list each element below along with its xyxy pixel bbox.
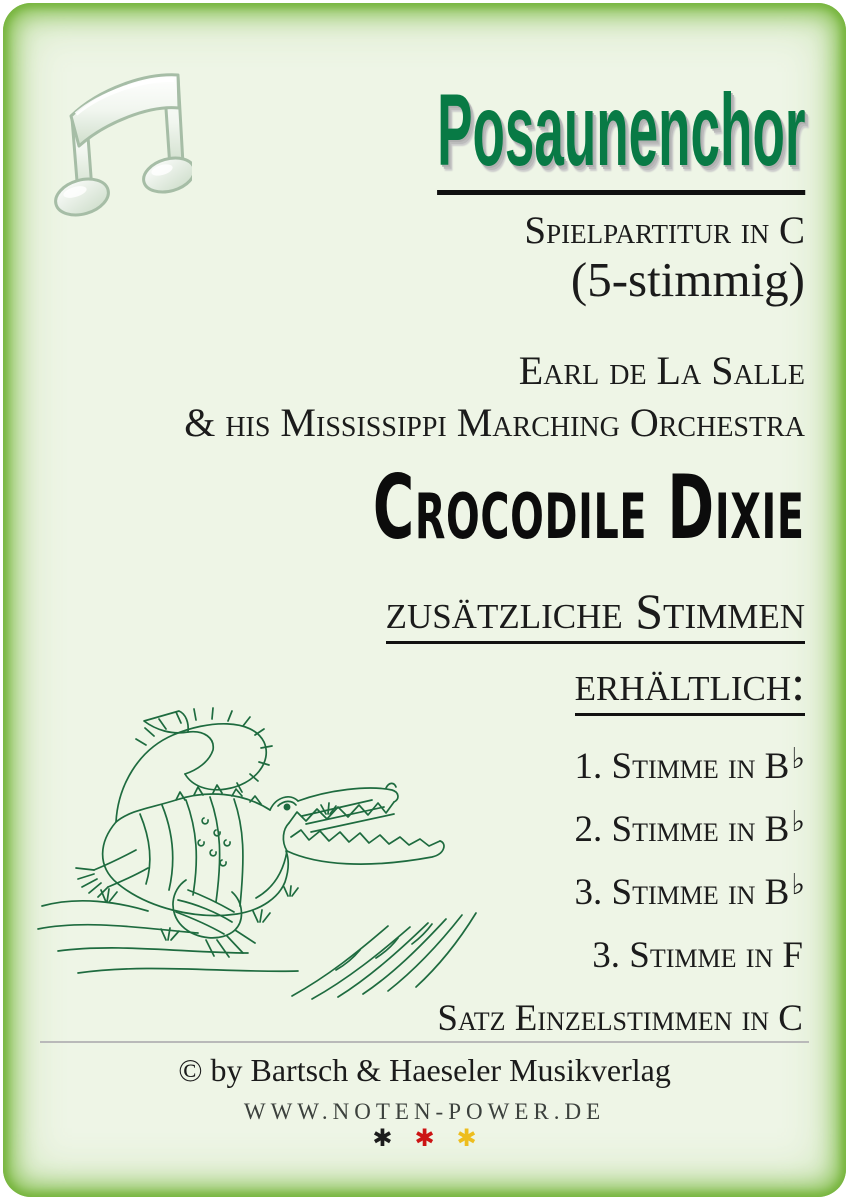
edition-line: Spielpartitur in C [524,209,805,252]
series-title: Posaunenchor [437,78,805,195]
part-item [437,794,805,857]
availability-line-1: zusätzliche Stimmen [386,585,805,644]
part-item [437,983,805,1046]
flat-sign: ♭ [791,741,805,775]
availability-line-2: erhältlich: [575,657,805,716]
part-item [437,731,805,794]
part-label: Satz Einzelstimmen in C [437,998,803,1040]
ensemble-name: & his Mississippi Marching Orchestra [184,400,805,445]
composer-name: Earl de La Salle [518,348,805,393]
part-label: 2. Stimme in B [574,809,790,851]
footer-divider [40,1041,809,1043]
website-url: WWW.NOTEN-POWER.DE [243,1099,606,1124]
footer-stars [0,1124,849,1152]
part-label: 3. Stimme in F [592,935,803,977]
parts-list [437,731,805,1046]
star-icon: ✱ [372,1124,393,1152]
flat-sign: ♭ [791,804,805,839]
part-label: 3. Stimme in B [574,872,790,914]
voicing-line: (5-stimmig) [570,252,805,307]
part-item [437,920,805,983]
work-title: Crocodile Dixie [373,456,805,559]
part-label: 1. Stimme in B [574,746,790,788]
music-note-icon [42,48,192,218]
star-icon: ✱ [414,1124,435,1152]
part-item [437,857,805,920]
star-icon: ✱ [456,1124,477,1152]
copyright-line: © by Bartsch & Haeseler Musikverlag [178,1052,671,1088]
crocodile-illustration [36,690,478,1002]
flat-sign: ♭ [791,867,805,902]
